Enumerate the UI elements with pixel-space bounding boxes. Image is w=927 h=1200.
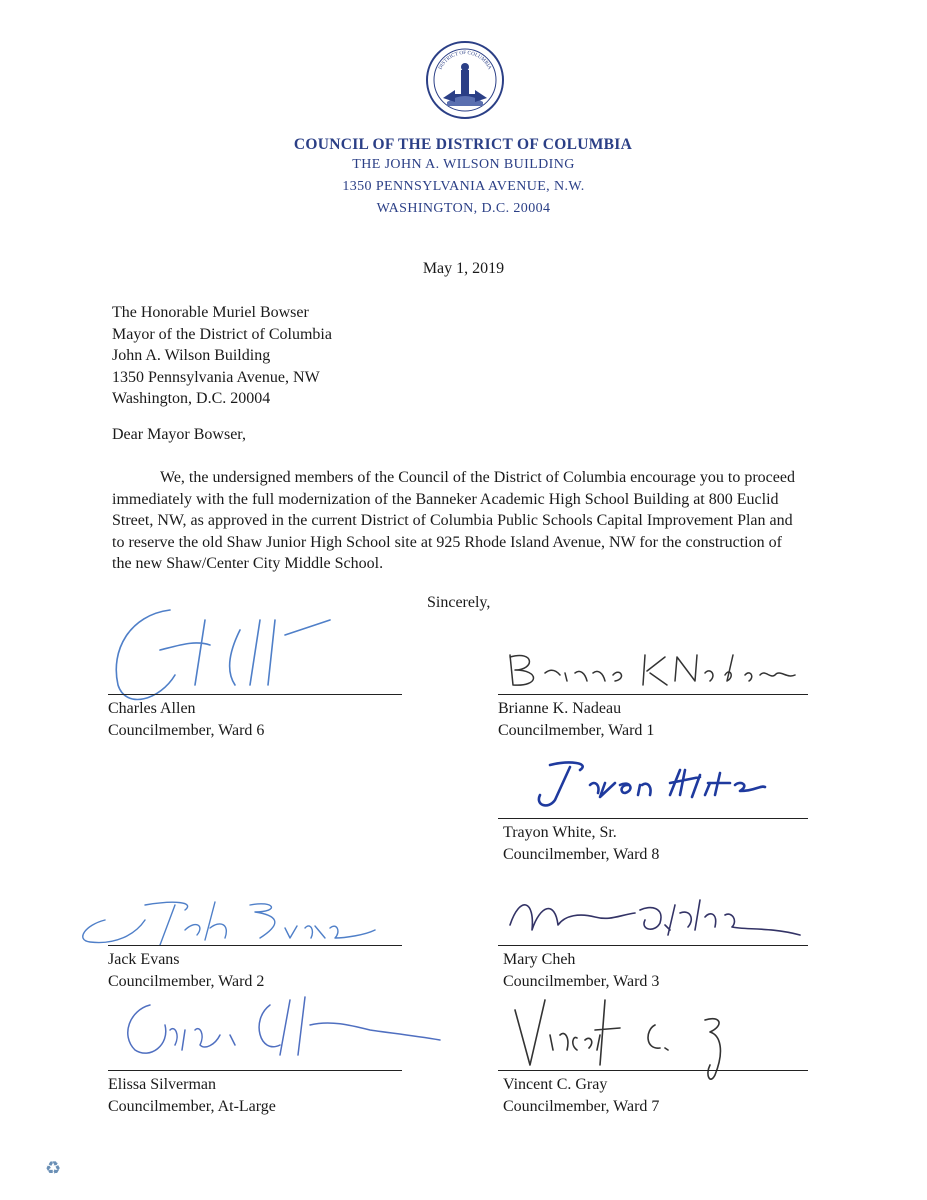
signer-title: Councilmember, Ward 1 [498, 721, 655, 739]
signature-line [498, 694, 808, 695]
signature-line [108, 945, 402, 946]
signer-title: Councilmember, At-Large [108, 1097, 276, 1115]
closing: Sincerely, [427, 594, 491, 611]
council-name: COUNCIL OF THE DISTRICT OF COLUMBIA [293, 136, 633, 153]
recipient-line: 1350 Pennsylvania Avenue, NW [112, 368, 320, 386]
signer-block [108, 949, 264, 992]
signer-name: Vincent C. Gray [503, 1076, 608, 1093]
signer-block [498, 698, 654, 741]
signer-name: Brianne K. Nadeau [498, 700, 622, 717]
recipient-line: Mayor of the District of Columbia [112, 325, 332, 343]
signer-block [503, 1074, 659, 1117]
building-name: THE JOHN A. WILSON BUILDING [352, 157, 575, 172]
signature-brianne-nadeau [505, 645, 855, 695]
signature-line [498, 1070, 808, 1071]
signer-name: Mary Cheh [503, 951, 576, 968]
signer-name: Jack Evans [108, 951, 180, 968]
signer-title: Councilmember, Ward 6 [108, 721, 265, 739]
recipient-line: Washington, D.C. 20004 [112, 390, 271, 407]
svg-text:DISTRICT OF COLUMBIA: DISTRICT OF COLUMBIA [437, 49, 493, 71]
signer-name: Trayon White, Sr. [503, 824, 617, 841]
letterhead [0, 136, 927, 220]
salutation: Dear Mayor Bowser, [112, 426, 246, 443]
signer-title: Councilmember, Ward 7 [503, 1097, 660, 1115]
signer-name: Charles Allen [108, 700, 196, 717]
street-address: 1350 PENNSYLVANIA AVENUE, N.W. [342, 179, 585, 194]
signer-title: Councilmember, Ward 2 [108, 972, 265, 990]
district-seal-icon [425, 40, 505, 120]
signer-block [108, 1074, 276, 1117]
signature-line [498, 818, 808, 819]
signature-line [108, 694, 402, 695]
letter-date: May 1, 2019 [422, 260, 505, 277]
recipient-address [112, 302, 332, 410]
letter-body: We, the undersigned members of the Council of the District of Columbia encourage you to proceed immediately with the full modernization of the Banneker Academic High School Building at 800 Euclid Street, NW, as approved in the current District of Columbia Public Schools Capital Improvement Plan and to reserve the old Shaw Junior High School site at 925 Rhode Island Avenue, NW for the construction of the new Shaw/Center City Middle School. [112, 469, 795, 572]
signature-trayon-white [520, 755, 780, 815]
signer-title: Councilmember, Ward 8 [503, 845, 660, 863]
city-address: WASHINGTON, D.C. 20004 [376, 201, 551, 216]
signature-line [498, 945, 808, 946]
recipient-line: The Honorable Muriel Bowser [112, 304, 309, 321]
signer-block [503, 949, 659, 992]
signer-block [108, 698, 264, 741]
recycle-icon: ♻ [45, 1158, 62, 1178]
recipient-line: John A. Wilson Building [112, 347, 271, 364]
signature-line [108, 1070, 402, 1071]
signer-block [503, 822, 659, 865]
signature-elissa-silverman [110, 985, 450, 1075]
signer-title: Councilmember, Ward 3 [503, 972, 660, 990]
signer-name: Elissa Silverman [108, 1076, 216, 1093]
